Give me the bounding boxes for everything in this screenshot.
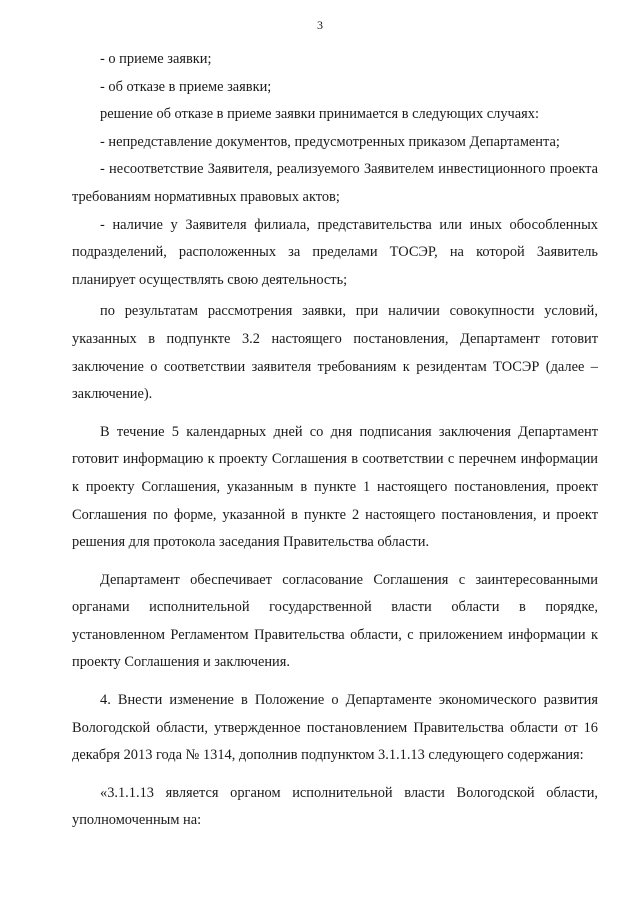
paragraph-1: - о приеме заявки; xyxy=(100,51,212,67)
document-body xyxy=(72,46,598,835)
paragraph-2: - об отказе в приеме заявки; xyxy=(100,78,272,95)
paragraph-5: - несоответствие Заявителя, реализуемого Заявителем инвестиционного проекта требованиям нормативных правовых актов; xyxy=(72,161,598,205)
paragraph-10: 4. Внести изменение в Положение о Департаменте экономического развития Вологодской области, утвержденное постановлением Правительства области от 16 декабря 2013 года № 1314, дополнив подпунктом 3.1.1.13 следующего содержания: xyxy=(72,692,598,764)
page-number: 3 xyxy=(317,18,323,32)
paragraph-3: решение об отказе в приеме заявки принимается в следующих случаях: xyxy=(100,106,539,123)
paragraph-6: - наличие у Заявителя филиала, представительства или иных обособленных подразделений, расположенных за пределами ТОСЭР, на которой Заявитель планирует осуществлять свою деятельность; xyxy=(72,216,598,288)
paragraph-9: Департамент обеспечивает согласование Соглашения с заинтересованными органами исполнительной государственной власти области в порядке, установленном Регламентом Правительства области, с приложением информации к проекту Соглашения и заключения. xyxy=(72,571,598,671)
paragraph-8: В течение 5 календарных дней со дня подписания заключения Департамент готовит информацию к проекту Соглашения в соответствии с перечнем информации к проекту Соглашения, указанным в пункте 1 настоящего постановления, проект Соглашения по форме, указанной в пункте 2 настоящего постановления, и проект решения для протокола заседания Правительства области. xyxy=(72,423,598,551)
paragraph-4: - непредставление документов, предусмотренных приказом Департамента; xyxy=(100,133,560,150)
paragraph-11: «3.1.1.13 является органом исполнительной власти Вологодской области, уполномоченным на: xyxy=(72,784,598,829)
paragraph-7: по результатам рассмотрения заявки, при наличии совокупности условий, указанных в подпункте 3.2 настоящего постановления, Департамент готовит заключение о соответствии заявителя требованиям к резидентам ТОСЭР (далее – заключение). xyxy=(72,303,598,403)
